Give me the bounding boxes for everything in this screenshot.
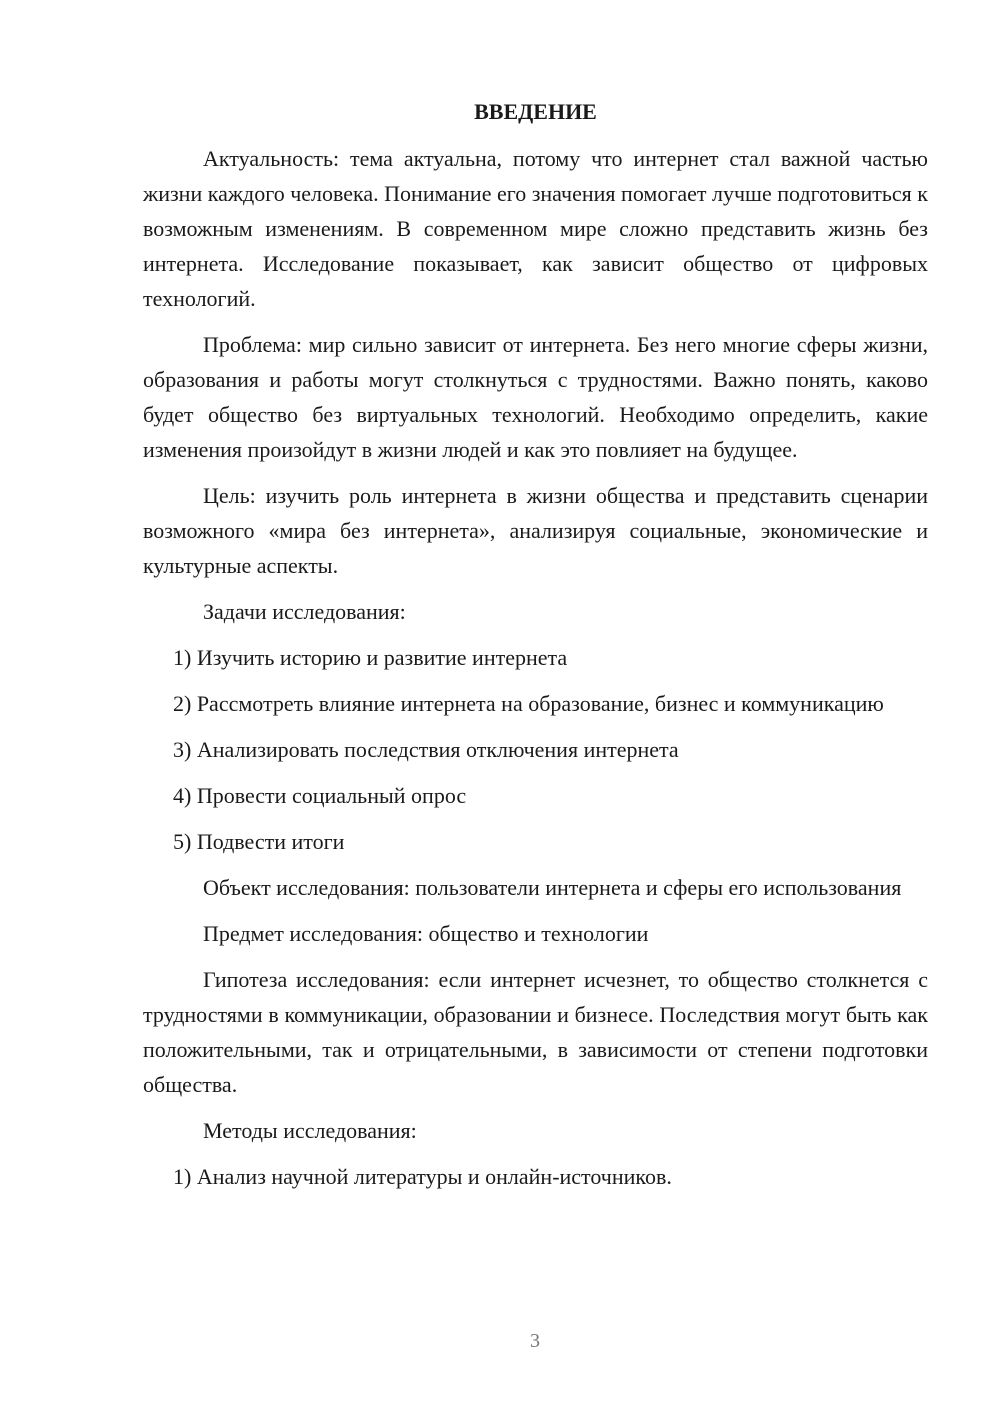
relevance-paragraph: Актуальность: тема актуальна, потому что интернет стал важной частью жизни каждого человека. Понимание его значения помогает лучше подготовиться к возможным изменениям. В современном мире сложно представить жизнь без интернета. Исследование показывает, как зависит общество от цифровых технологий. <box>143 146 928 311</box>
task-item: 2) Рассмотреть влияние интернета на образование, бизнес и коммуникацию <box>173 691 884 716</box>
tasks-heading: Задачи исследования: <box>203 599 406 624</box>
method-item: 1) Анализ научной литературы и онлайн-источников. <box>173 1164 672 1189</box>
hypothesis-paragraph: Гипотеза исследования: если интернет исчезнет, то общество столкнется с трудностями в коммуникации, образовании и бизнесе. Последствия могут быть как положительными, так и отрицательными, в зависимости от степени подготовки общества. <box>143 967 928 1097</box>
page-content <box>143 98 928 1205</box>
problem-paragraph: Проблема: мир сильно зависит от интернета. Без него многие сферы жизни, образования и работы могут столкнуться с трудностями. Важно понять, каково будет общество без виртуальных технологий. Необходимо определить, какие изменения произойдут в жизни людей и как это повлияет на будущее. <box>143 332 928 462</box>
subject-paragraph: Предмет исследования: общество и технологии <box>203 921 649 946</box>
page-title: ВВЕДЕНИЕ <box>474 99 597 124</box>
task-item: 4) Провести социальный опрос <box>173 783 467 808</box>
task-item: 3) Анализировать последствия отключения интернета <box>173 737 679 762</box>
object-paragraph: Объект исследования: пользователи интернета и сферы его использования <box>203 875 902 900</box>
goal-paragraph: Цель: изучить роль интернета в жизни общества и представить сценарии возможного «мира без интернета», анализируя социальные, экономические и культурные аспекты. <box>143 483 928 578</box>
task-item: 1) Изучить историю и развитие интернета <box>173 645 568 670</box>
methods-heading: Методы исследования: <box>203 1118 417 1143</box>
task-item: 5) Подвести итоги <box>173 829 345 854</box>
page-number: 3 <box>530 1330 540 1352</box>
